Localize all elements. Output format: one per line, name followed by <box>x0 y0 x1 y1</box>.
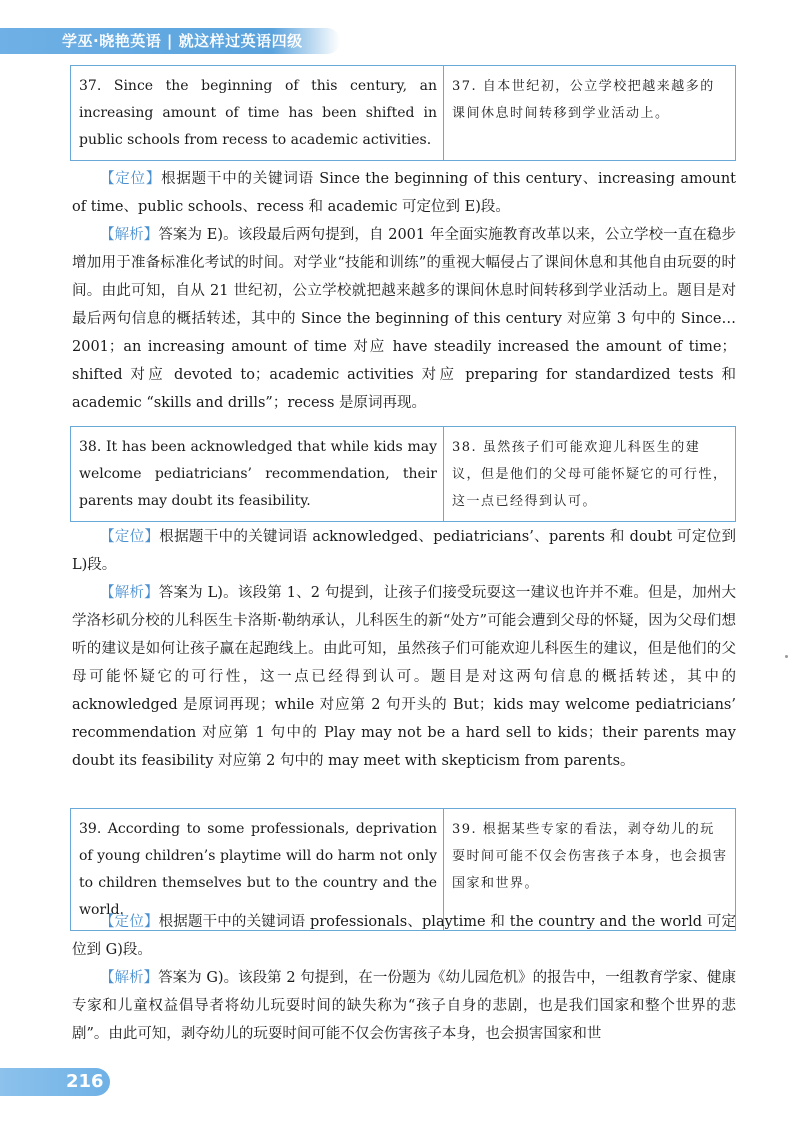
question-chinese: 37. 自本世纪初，公立学校把越来越多的课间休息时间转移到学业活动上。 <box>452 79 715 121</box>
analysis-text: 答案为 L)。该段第 1、2 句提到，让孩子们接受玩耍这一建议也许并不难。但是，加州大学洛杉矶分校的儿科医生卡洛斯·勒纳承认，儿科医生的新“处方”可能会遭到父母的怀疑，因为父母们想听的建议是如何让孩子赢在起跑线上。由此可知，虽然孩子们可能欢迎儿科医生的建议，但是他们的父母可能怀疑它的可行性，这一点已经得到认可。题目是对这两句信息的概括转述，其中的 acknowledged 是原词再现；while 对应第 2 句开头的 But；kids may welcome pediatricians’ recommendation 对应第 1 句中的 Play may not be a hard sell to kids；their parents may doubt its feasibility 对应第 2 句中的 may meet with skepticism from parents。 <box>72 585 737 769</box>
locate-paragraph <box>72 908 736 964</box>
analysis-text: 答案为 G)。该段第 2 句提到，在一份题为《幼儿园危机》的报告中，一组教育学家、健康专家和儿童权益倡导者将幼儿玩耍时间的缺失称为“孩子自身的悲剧，也是我们国家和整个世界的悲剧”。由此可知，剥夺幼儿的玩耍时间可能不仅会伤害孩子本身，也会损害国家和世 <box>72 970 736 1042</box>
question-box-38 <box>70 426 736 522</box>
running-header: 学巫·晓艳英语 | 就这样过英语四级 <box>0 28 340 54</box>
locate-text: 根据题干中的关键词语 acknowledged、pediatricians’、parents 和 doubt 可定位到 L)段。 <box>72 529 737 573</box>
question-english: 38. It has been acknowledged that while kids may welcome pediatricians’ recommendation, their parents may doubt its feasibility. <box>71 427 444 521</box>
analysis-tag: 【解析】 <box>100 227 159 243</box>
locate-tag: 【定位】 <box>100 529 160 545</box>
locate-tag: 【定位】 <box>100 914 159 930</box>
question-english: 39. According to some professionals, deprivation of young children’s playtime will do harm not only to children themselves but to the country and the world. <box>71 809 444 930</box>
scan-dot <box>785 655 788 658</box>
analysis-paragraph <box>72 221 736 417</box>
question-chinese: 39. 根据某些专家的看法，剥夺幼儿的玩耍时间可能不仅会伤害孩子本身，也会损害国家和世界。 <box>452 822 728 891</box>
question-chinese: 38. 虽然孩子们可能欢迎儿科医生的建议，但是他们的父母可能怀疑它的可行性，这一点已经得到认可。 <box>452 440 728 509</box>
analysis-paragraph <box>72 579 736 775</box>
locate-tag: 【定位】 <box>100 171 162 187</box>
page-number: 216 <box>0 1068 110 1096</box>
question-box-37 <box>70 65 736 161</box>
analysis-tag: 【解析】 <box>100 585 159 601</box>
analysis-tag: 【解析】 <box>100 970 159 986</box>
locate-paragraph <box>72 523 736 579</box>
analysis-paragraph <box>72 964 736 1048</box>
locate-text: 根据题干中的关键词语 professionals、playtime 和 the country and the world 可定位到 G)段。 <box>72 914 736 958</box>
analysis-text: 答案为 E)。该段最后两句提到，自 2001 年全面实施教育改革以来，公立学校一直在稳步增加用于准备标准化考试的时间。对学业“技能和训练”的重视大幅侵占了课间休息和其他自由玩耍的时间。由此可知，自从 21 世纪初，公立学校就把越来越多的课间休息时间转移到学业活动上。题目是对最后两句信息的概括转述，其中的 Since the beginning of this century 对应第 3 句中的 Since…2001；an increasing amount of time 对应 have steadily increased the amount of time；shifted 对应 devoted to；academic activities 对应 preparing for standardized tests 和 academic “skills and drills”；recess 是原词再现。 <box>72 227 737 411</box>
locate-text: 根据题干中的关键词语 Since the beginning of this century、increasing amount of time、public schools、recess 和 academic 可定位到 E)段。 <box>72 171 737 215</box>
locate-paragraph <box>72 165 736 221</box>
question-english: 37. Since the beginning of this century, an increasing amount of time has been shifted in public schools from recess to academic activities. <box>71 66 444 160</box>
